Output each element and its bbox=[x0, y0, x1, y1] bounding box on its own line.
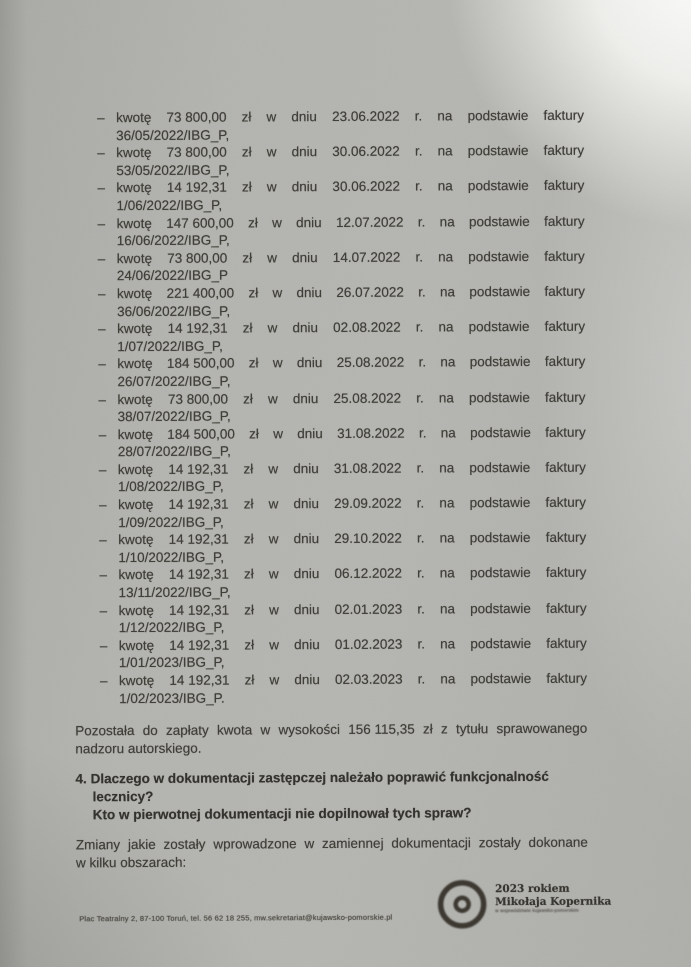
payment-amount: 73 800,00 bbox=[166, 109, 227, 125]
payment-word-podstawie: podstawie bbox=[469, 565, 531, 581]
remaining-post: zł z tytułu sprawowanego bbox=[422, 720, 588, 737]
payment-amount: 14 192,31 bbox=[166, 179, 227, 196]
payments-list bbox=[72, 107, 587, 708]
payment-amount: 73 800,00 bbox=[167, 250, 228, 266]
payment-word-zl: zł bbox=[243, 461, 254, 477]
payment-word-dniu: dniu bbox=[296, 284, 323, 301]
payment-word-na: na bbox=[440, 636, 456, 652]
payment-invoice: 53/05/2022/IBG_P, bbox=[116, 162, 230, 178]
payment-date: 29.09.2022 bbox=[334, 495, 402, 512]
payment-word-na: na bbox=[440, 354, 456, 370]
payment-date: 26.07.2022 bbox=[336, 284, 404, 300]
payment-word-dniu: dniu bbox=[293, 531, 320, 547]
payment-invoice: 1/01/2023/IBG_P, bbox=[118, 654, 225, 671]
payment-date: 30.06.2022 bbox=[332, 143, 400, 160]
payment-word-r: r. bbox=[416, 390, 424, 406]
payment-item bbox=[98, 353, 586, 391]
payment-word-zl: zł bbox=[243, 531, 254, 547]
payment-word-podstawie: podstawie bbox=[469, 495, 531, 511]
payment-word-zl: zł bbox=[248, 355, 259, 371]
payment-word-dniu: dniu bbox=[292, 320, 319, 336]
payment-line1 bbox=[117, 212, 585, 232]
payment-word-dniu: dniu bbox=[293, 460, 319, 477]
payment-amount: 14 192,31 bbox=[168, 531, 229, 548]
payment-word-dniu: dniu bbox=[294, 672, 320, 688]
payment-item bbox=[99, 599, 587, 637]
payment-word-zl: zł bbox=[244, 637, 255, 653]
payment-word-zl: zł bbox=[242, 320, 253, 336]
payment-invoice: 1/09/2022/IBG_P, bbox=[118, 514, 224, 530]
list-dash-bullet: – bbox=[98, 391, 107, 407]
payment-word-podstawie: podstawie bbox=[467, 107, 529, 124]
payment-word-podstawie: podstawie bbox=[470, 670, 532, 687]
payment-word-na: na bbox=[440, 671, 456, 687]
payment-date: 25.08.2022 bbox=[333, 390, 402, 406]
payment-item bbox=[97, 142, 585, 180]
payment-word-r: r. bbox=[418, 425, 427, 441]
changes-line2: w kilku obszarach: bbox=[75, 854, 187, 871]
payment-date: 06.12.2022 bbox=[334, 566, 403, 582]
payment-word-w: w bbox=[269, 672, 280, 688]
payment-word-kwote: kwotę bbox=[118, 532, 154, 548]
changes-paragraph bbox=[76, 834, 588, 872]
logo-line2: Mikołaja Kopernika bbox=[495, 895, 612, 908]
payment-word-w: w bbox=[269, 637, 280, 653]
payment-item bbox=[97, 212, 585, 250]
list-dash-bullet: – bbox=[99, 497, 107, 513]
question-line2: Kto w pierwotnej dokumentacji nie dopilnował tych spraw? bbox=[92, 804, 472, 822]
payment-word-dniu: dniu bbox=[296, 214, 322, 230]
payment-word-zl: zł bbox=[244, 672, 255, 688]
remaining-amount-paragraph bbox=[75, 720, 587, 758]
payment-date: 12.07.2022 bbox=[335, 214, 404, 230]
payment-word-kwote: kwotę bbox=[116, 109, 152, 126]
payment-word-kwote: kwotę bbox=[117, 356, 153, 372]
copernicus-emblem-icon bbox=[435, 877, 489, 931]
payment-word-zl: zł bbox=[248, 285, 259, 301]
payment-line1 bbox=[117, 353, 585, 373]
payment-word-podstawie: podstawie bbox=[468, 248, 530, 265]
payment-word-podstawie: podstawie bbox=[468, 319, 530, 335]
payment-word-na: na bbox=[439, 460, 455, 476]
payment-word-dniu: dniu bbox=[292, 249, 318, 265]
payment-word-r: r. bbox=[417, 636, 426, 652]
payment-word-kwote: kwotę bbox=[118, 672, 155, 689]
payment-amount: 14 192,31 bbox=[169, 637, 230, 653]
payment-word-kwote: kwotę bbox=[118, 637, 155, 653]
payment-amount: 221 400,00 bbox=[166, 285, 235, 301]
payment-amount: 73 800,00 bbox=[167, 391, 229, 407]
remaining-amount: 156 115,35 bbox=[348, 721, 415, 738]
payment-word-r: r. bbox=[418, 354, 427, 370]
payment-word-kwote: kwotę bbox=[116, 180, 152, 196]
question-line1-text: Dlaczego w dokumentacji zastępczej należało poprawić funkcjonalność lecznicy? bbox=[90, 769, 549, 805]
payment-invoice: 26/07/2022/IBG_P, bbox=[117, 373, 231, 390]
payment-invoice: 24/06/2022/IBG_P bbox=[116, 267, 229, 284]
payment-invoice: 36/06/2022/IBG_P, bbox=[117, 303, 231, 319]
payment-word-r: r. bbox=[418, 284, 426, 300]
payment-word-podstawie: podstawie bbox=[470, 600, 531, 616]
payment-word-faktury: faktury bbox=[544, 283, 586, 299]
list-dash-bullet: – bbox=[99, 567, 107, 583]
payment-line1 bbox=[118, 494, 586, 514]
payment-invoice: 1/12/2022/IBG_P, bbox=[118, 619, 225, 636]
payment-date: 02.01.2023 bbox=[334, 601, 403, 617]
list-dash-bullet: – bbox=[99, 602, 108, 618]
payment-item bbox=[97, 177, 585, 215]
payment-word-podstawie: podstawie bbox=[468, 213, 530, 229]
payment-word-na: na bbox=[440, 425, 456, 441]
payment-word-dniu: dniu bbox=[293, 566, 320, 582]
remaining-line2: nadzoru autorskiego. bbox=[75, 740, 202, 757]
payment-word-w: w bbox=[267, 320, 278, 336]
payment-date: 30.06.2022 bbox=[332, 178, 401, 195]
payment-line1 bbox=[116, 177, 584, 197]
question-4 bbox=[75, 768, 587, 823]
logo-line1: 2023 rokiem bbox=[495, 882, 570, 896]
payment-word-na: na bbox=[437, 178, 453, 194]
payment-item bbox=[97, 107, 585, 145]
payment-line1 bbox=[118, 564, 586, 584]
payment-word-dniu: dniu bbox=[297, 425, 323, 441]
payment-item bbox=[97, 247, 585, 285]
payment-word-w: w bbox=[268, 531, 279, 547]
payment-word-na: na bbox=[439, 565, 455, 581]
payment-amount: 184 500,00 bbox=[166, 355, 235, 372]
payment-word-dniu: dniu bbox=[294, 636, 320, 652]
list-dash-bullet: – bbox=[97, 110, 105, 126]
payment-word-dniu: dniu bbox=[293, 496, 319, 512]
payment-word-podstawie: podstawie bbox=[469, 530, 531, 546]
payment-invoice: 1/08/2022/IBG_P, bbox=[117, 479, 224, 495]
remaining-pre: Pozostała do zapłaty kwota w wysokości bbox=[75, 722, 341, 739]
payment-line1 bbox=[119, 599, 587, 619]
list-dash-bullet: – bbox=[99, 532, 107, 548]
payment-word-zl: zł bbox=[241, 109, 252, 125]
payment-item bbox=[99, 634, 587, 672]
payment-amount: 14 192,31 bbox=[168, 461, 229, 477]
list-dash-bullet: – bbox=[98, 462, 107, 478]
payment-amount: 184 500,00 bbox=[167, 426, 235, 442]
payment-word-kwote: kwotę bbox=[117, 321, 153, 337]
payment-line1 bbox=[117, 247, 585, 267]
payment-date: 02.08.2022 bbox=[333, 319, 401, 336]
payment-word-zl: zł bbox=[243, 390, 253, 406]
payment-word-na: na bbox=[438, 389, 454, 405]
payment-word-faktury: faktury bbox=[545, 529, 587, 546]
payment-word-kwote: kwotę bbox=[116, 215, 152, 231]
payment-word-podstawie: podstawie bbox=[469, 354, 531, 370]
payment-invoice: 16/06/2022/IBG_P, bbox=[116, 232, 230, 249]
footer-address: Plac Teatralny 2, 87-100 Toruń, tel. 56 62 18 255, mw.sekretariat@kujawsko-pomorskie.pl bbox=[79, 912, 393, 924]
payment-word-r: r. bbox=[415, 249, 424, 265]
payment-word-faktury: faktury bbox=[545, 494, 587, 510]
payment-word-r: r. bbox=[416, 460, 425, 476]
list-dash-bullet: – bbox=[99, 637, 108, 654]
payment-word-faktury: faktury bbox=[546, 670, 587, 686]
payment-word-kwote: kwotę bbox=[118, 602, 154, 618]
payment-line1 bbox=[119, 670, 587, 690]
payment-item bbox=[99, 564, 587, 602]
payment-date: 14.07.2022 bbox=[332, 249, 401, 265]
payment-word-kwote: kwotę bbox=[118, 567, 154, 583]
payment-word-zl: zł bbox=[242, 250, 253, 266]
payment-item bbox=[99, 670, 587, 708]
payment-word-r: r. bbox=[417, 671, 426, 687]
payment-word-r: r. bbox=[416, 495, 425, 511]
payment-line1 bbox=[117, 318, 585, 338]
payment-word-faktury: faktury bbox=[543, 107, 585, 123]
payment-item bbox=[99, 494, 587, 532]
payment-line1 bbox=[116, 142, 584, 162]
payment-word-na: na bbox=[439, 213, 455, 229]
payment-word-w: w bbox=[272, 214, 282, 230]
payment-item bbox=[98, 459, 586, 497]
payment-word-zl: zł bbox=[249, 426, 259, 442]
list-dash-bullet: – bbox=[97, 215, 106, 231]
payment-word-dniu: dniu bbox=[296, 355, 323, 371]
payment-word-faktury: faktury bbox=[543, 142, 585, 159]
changes-line1: Zmiany jakie zostały wprowadzone w zamiennej dokumentacji zostały dokonane bbox=[75, 834, 588, 853]
question-number: 4. bbox=[75, 771, 87, 787]
payment-item bbox=[99, 529, 587, 567]
payment-date: 01.02.2023 bbox=[334, 636, 403, 652]
payment-word-zl: zł bbox=[241, 144, 252, 160]
payment-amount: 73 800,00 bbox=[166, 144, 227, 161]
payment-word-faktury: faktury bbox=[545, 459, 586, 475]
remaining-line1 bbox=[75, 720, 587, 740]
payment-word-dniu: dniu bbox=[291, 179, 318, 195]
payment-word-kwote: kwotę bbox=[116, 250, 153, 266]
payment-word-dniu: dniu bbox=[292, 390, 319, 406]
payment-word-kwote: kwotę bbox=[117, 461, 154, 477]
logo-line3: w województwie kujawsko-pomorskim bbox=[495, 907, 579, 914]
payment-word-w: w bbox=[269, 601, 279, 617]
payment-invoice: 36/05/2022/IBG_P, bbox=[116, 127, 230, 143]
payment-item bbox=[98, 318, 586, 356]
payment-word-faktury: faktury bbox=[545, 424, 586, 440]
payment-amount: 14 192,31 bbox=[168, 602, 230, 618]
payment-word-faktury: faktury bbox=[544, 213, 585, 229]
payment-word-w: w bbox=[268, 496, 279, 512]
payment-word-r: r. bbox=[414, 108, 423, 124]
list-dash-bullet: – bbox=[97, 180, 105, 196]
payment-word-r: r. bbox=[414, 143, 423, 159]
payment-invoice: 28/07/2022/IBG_P, bbox=[117, 443, 231, 460]
payment-word-r: r. bbox=[417, 565, 425, 581]
payment-line1 bbox=[117, 388, 585, 408]
payment-date: 02.03.2023 bbox=[334, 671, 403, 687]
logo-text bbox=[495, 882, 635, 914]
payment-date: 29.10.2022 bbox=[334, 530, 402, 547]
payment-line1 bbox=[118, 529, 586, 549]
list-dash-bullet: – bbox=[97, 250, 106, 266]
payment-invoice: 1/06/2022/IBG_P, bbox=[116, 197, 223, 214]
payment-word-zl: zł bbox=[243, 496, 254, 512]
list-dash-bullet: – bbox=[97, 145, 105, 161]
payment-word-kwote: kwotę bbox=[117, 391, 153, 407]
payment-invoice: 38/07/2022/IBG_P, bbox=[117, 408, 231, 425]
payment-word-na: na bbox=[437, 108, 453, 124]
payment-word-w: w bbox=[267, 250, 278, 266]
payment-word-r: r. bbox=[417, 214, 426, 230]
payment-word-na: na bbox=[439, 530, 455, 546]
payment-word-podstawie: podstawie bbox=[470, 424, 531, 440]
payment-invoice: 13/11/2022/IBG_P, bbox=[118, 584, 231, 601]
payment-word-zl: zł bbox=[248, 214, 258, 230]
payment-line1 bbox=[118, 459, 586, 479]
payment-invoice: 1/07/2022/IBG_P, bbox=[117, 338, 223, 354]
page-content bbox=[72, 107, 612, 924]
payment-word-podstawie: podstawie bbox=[467, 143, 529, 159]
payment-line1 bbox=[116, 107, 584, 127]
list-dash-bullet: – bbox=[99, 673, 108, 689]
payment-word-faktury: faktury bbox=[544, 318, 586, 334]
payment-invoice: 1/10/2022/IBG_P, bbox=[118, 549, 224, 565]
payment-word-faktury: faktury bbox=[544, 389, 586, 405]
payment-word-na: na bbox=[439, 600, 456, 617]
payment-amount: 14 192,31 bbox=[168, 496, 229, 512]
payment-word-na: na bbox=[439, 284, 456, 300]
payment-word-r: r. bbox=[416, 530, 425, 546]
payment-word-w: w bbox=[272, 355, 283, 371]
payment-item bbox=[98, 423, 586, 461]
payment-word-kwote: kwotę bbox=[117, 426, 154, 442]
payment-word-w: w bbox=[273, 425, 283, 441]
payment-word-faktury: faktury bbox=[544, 353, 586, 370]
list-dash-bullet: – bbox=[97, 286, 106, 302]
payment-word-w: w bbox=[266, 144, 277, 160]
payment-word-w: w bbox=[267, 390, 278, 406]
payment-invoice: 1/02/2023/IBG_P. bbox=[119, 690, 225, 706]
payment-word-zl: zł bbox=[241, 179, 252, 195]
payment-date: 31.08.2022 bbox=[333, 460, 402, 476]
payment-word-r: r. bbox=[415, 178, 423, 194]
copernicus-2023-logo bbox=[435, 876, 635, 914]
payment-word-zl: zł bbox=[244, 602, 255, 618]
payment-word-na: na bbox=[438, 319, 454, 335]
payment-word-faktury: faktury bbox=[545, 565, 587, 581]
payment-word-r: r. bbox=[415, 319, 424, 335]
payment-amount: 14 192,31 bbox=[169, 672, 230, 688]
payment-word-faktury: faktury bbox=[544, 248, 585, 264]
payment-word-faktury: faktury bbox=[546, 635, 587, 651]
payment-item bbox=[98, 388, 586, 426]
payment-word-dniu: dniu bbox=[291, 144, 318, 160]
payment-line1 bbox=[118, 423, 586, 443]
payment-word-na: na bbox=[438, 249, 454, 265]
payment-word-podstawie: podstawie bbox=[468, 389, 530, 405]
payment-word-faktury: faktury bbox=[546, 600, 587, 616]
payment-word-kwote: kwotę bbox=[118, 496, 154, 513]
payment-word-dniu: dniu bbox=[291, 109, 317, 125]
payment-date: 31.08.2022 bbox=[337, 425, 405, 441]
payment-word-podstawie: podstawie bbox=[467, 178, 529, 194]
payment-word-podstawie: podstawie bbox=[469, 459, 531, 476]
payment-word-dniu: dniu bbox=[293, 601, 320, 617]
payment-amount: 147 600,00 bbox=[166, 215, 234, 231]
question-line1 bbox=[75, 768, 587, 806]
payment-word-na: na bbox=[439, 495, 455, 511]
payment-item bbox=[97, 283, 586, 321]
payment-word-w: w bbox=[272, 285, 283, 301]
payment-amount: 14 192,31 bbox=[167, 320, 228, 336]
payment-word-r: r. bbox=[417, 601, 425, 617]
payment-word-kwote: kwotę bbox=[116, 145, 152, 161]
payment-word-podstawie: podstawie bbox=[469, 283, 531, 300]
payment-word-w: w bbox=[268, 566, 279, 582]
payment-line1 bbox=[117, 283, 585, 303]
payment-line1 bbox=[119, 634, 587, 654]
list-dash-bullet: – bbox=[98, 321, 106, 337]
list-dash-bullet: – bbox=[98, 356, 106, 372]
payment-date: 23.06.2022 bbox=[332, 108, 400, 124]
list-dash-bullet: – bbox=[98, 426, 107, 442]
payment-word-w: w bbox=[266, 109, 277, 125]
payment-word-w: w bbox=[266, 179, 277, 195]
payment-word-na: na bbox=[437, 143, 453, 159]
payment-word-faktury: faktury bbox=[543, 178, 585, 194]
payment-word-zl: zł bbox=[243, 566, 254, 582]
payment-word-podstawie: podstawie bbox=[470, 635, 532, 652]
payment-date: 25.08.2022 bbox=[336, 354, 405, 371]
payment-word-kwote: kwotę bbox=[116, 285, 153, 302]
payment-amount: 14 192,31 bbox=[168, 566, 229, 583]
payment-word-w: w bbox=[268, 461, 279, 477]
